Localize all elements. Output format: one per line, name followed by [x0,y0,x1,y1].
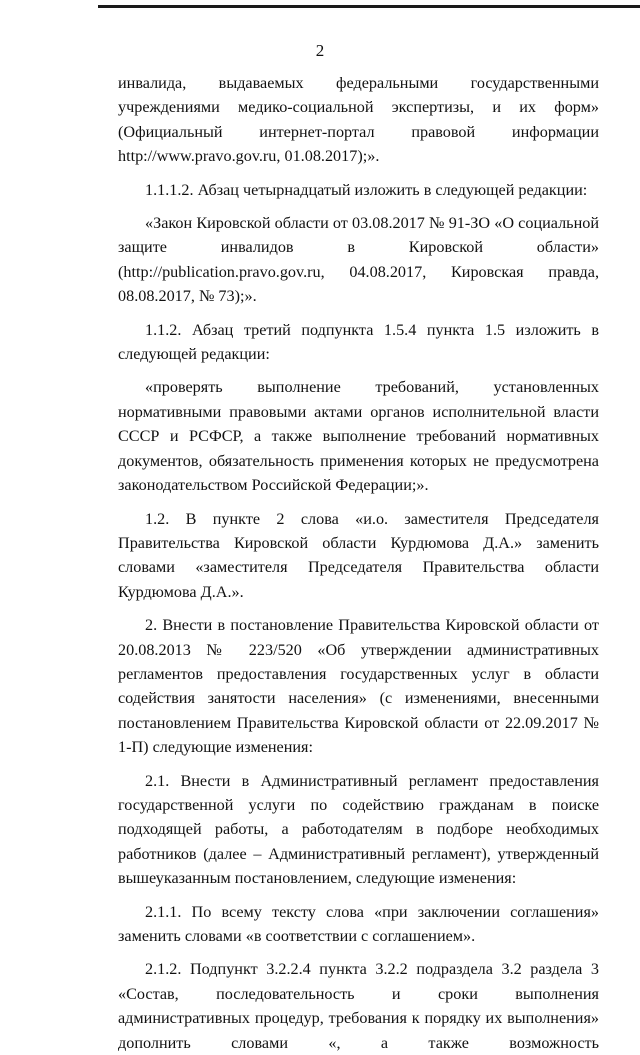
paragraph-2-1: 2.1. Внести в Административный регламент предоставления государственной услуги по содействию гражданам в поиске подходящей работы, а работодателям в подборе необходимых работников (далее – Административный регламент), утвержденный вышеуказанным постановлением, следующие изменения: [118,771,599,888]
paragraph-law-reference: «Закон Кировской области от 03.08.2017 № 91-ЗО «О социальной защите инвалидов в Кировской области» (http://publication.pravo.gov.ru, 04.08.2017, Кировская правда, 08.08.2017, № 73);». [118,214,599,306]
paragraph-2: 2. Внести в постановление Правительства Кировской области от 20.08.2013 № 223/520 «Об утверждении административных регламентов предоставления государственных услуг в области содействия занятости населения» (с изменениями, внесенными постановлением Правительства Кировской области от 22.09.2017 № 1-П) следующие изменения: [118,616,599,757]
paragraph-continuation: инвалида, выдаваемых федеральными государственными учреждениями медико-социальной экспертизы, и их форм» (Официальный интернет-портал правовой информации http://www.pravo.gov.ru, 01.08.2017);». [118,74,599,166]
paragraph-1-1-1-2: 1.1.1.2. Абзац четырнадцатый изложить в следующей редакции: [145,180,588,199]
top-border-line [98,5,640,8]
paragraph-2-1-1: 2.1.1. По всему тексту слова «при заключении соглашения» заменить словами «в соответствии с соглашением». [118,902,599,945]
document-body [118,71,599,1055]
paragraph-1-2: 1.2. В пункте 2 слова «и.о. заместителя Председателя Правительства Кировской области Курдюмова Д.А.» заменить словами «заместителя Председателя Правительства области Курдюмова Д.А.». [118,509,599,601]
page-number: 2 [315,41,325,60]
paragraph-2-1-2: 2.1.2. Подпункт 3.2.2.4 пункта 3.2.2 подраздела 3.2 раздела 3 «Состав, последовательность и сроки выполнения административных процедур, требования к порядку их выполнения» дополнить словами «, а также возможность [118,960,599,1052]
paragraph-1-1-2: 1.1.2. Абзац третий подпункта 1.5.4 пункта 1.5 изложить в следующей редакции: [118,320,599,364]
paragraph-quoted-requirement: «проверять выполнение требований, установленных нормативными правовыми актами органов исполнительной власти СССР и РСФСР, а также выполнение требований нормативных документов, обязательность применения которых не предусмотрена законодательством Российской Федерации;». [118,378,599,495]
